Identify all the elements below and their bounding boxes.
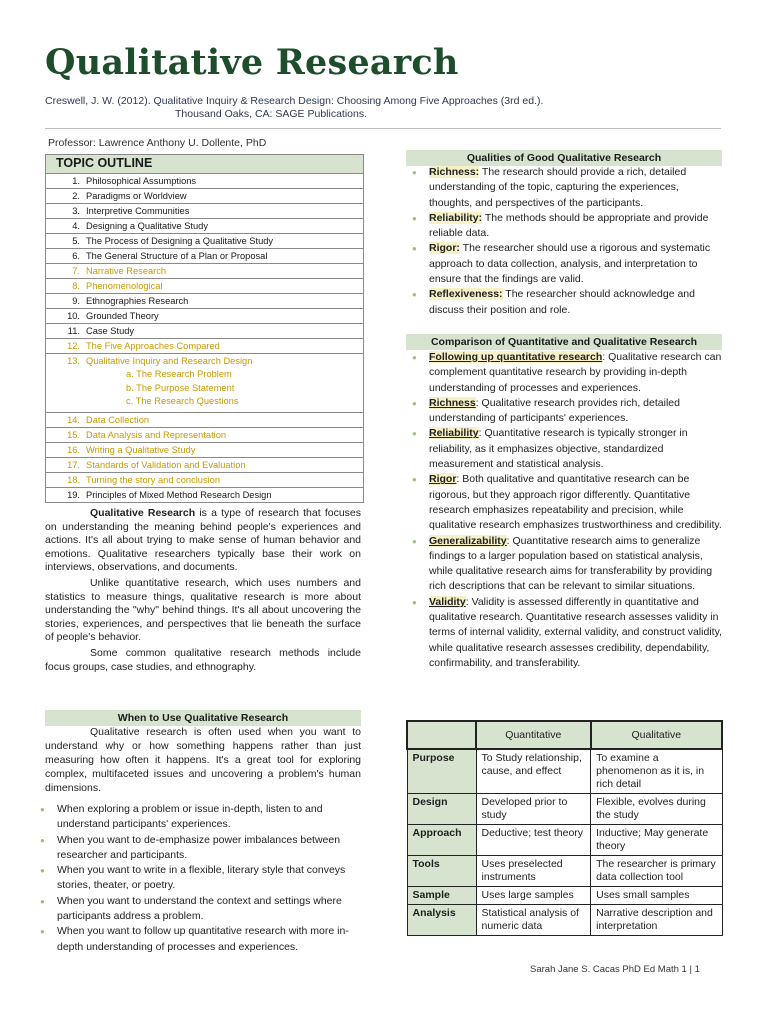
outline-item-text: Turning the story and conclusion bbox=[86, 474, 221, 485]
table-header-quantitative: Quantitative bbox=[476, 721, 591, 749]
outline-item-text: Interpretive Communities bbox=[86, 206, 190, 216]
comparison-term: Validity bbox=[429, 595, 466, 608]
outline-item-number: 5. bbox=[72, 236, 80, 246]
outline-item bbox=[46, 189, 363, 204]
outline-item bbox=[46, 309, 363, 324]
outline-item-text: Data Collection bbox=[86, 414, 150, 425]
outline-item bbox=[46, 354, 363, 368]
comparison-item bbox=[412, 534, 722, 595]
when-intro-paragraph: Qualitative research is often used when you want to understand why or how something happens rather than just measuring how often it happens. It's a great tool for exploring complex, multifaceted issues and uncovering a problem's human dimensions. bbox=[45, 726, 361, 794]
outline-item bbox=[46, 174, 363, 189]
comparison-term: Generalizability bbox=[429, 534, 507, 547]
table-row bbox=[407, 825, 722, 856]
qualities-heading: Qualities of Good Qualitative Research bbox=[406, 150, 722, 166]
intro-paragraph-2: Unlike quantitative research, which uses numbers and statistics to measure things, qualitative research is more about understanding the "why" behind things. It's all about uncovering the stories, experiences, and perspectives that lie beneath the surface of people's behavior. bbox=[45, 576, 361, 644]
outline-item-number: 9. bbox=[72, 296, 80, 306]
outline-item-text: Narrative Research bbox=[86, 266, 167, 276]
outline-item bbox=[46, 339, 363, 354]
quality-text: The methods should be appropriate and provide reliable data. bbox=[429, 211, 709, 240]
outline-subitem: a. The Research Problem bbox=[126, 369, 232, 379]
table-cell-quantitative: Developed prior to study bbox=[476, 794, 591, 825]
comparison-item bbox=[412, 350, 722, 396]
table-cell-qualitative: Inductive; May generate theory bbox=[591, 825, 722, 856]
outline-item bbox=[46, 234, 363, 249]
outline-item-text: Paradigms or Worldview bbox=[86, 191, 187, 201]
table-row-label: Tools bbox=[407, 856, 476, 887]
outline-item-number: 15. bbox=[67, 429, 80, 440]
outline-item-text: Philosophical Assumptions bbox=[86, 176, 197, 186]
comparison-text: : Qualitative research can complement quantitative research by providing in-depth understanding of processes and experiences. bbox=[429, 351, 722, 394]
table-row-label: Design bbox=[407, 794, 476, 825]
quality-term: Richness: bbox=[429, 166, 480, 178]
quality-item bbox=[412, 165, 722, 211]
outline-item bbox=[46, 443, 363, 458]
table-row bbox=[407, 905, 722, 936]
outline-subitem: c. The Research Questions bbox=[126, 396, 239, 406]
outline-item bbox=[46, 204, 363, 219]
outline-item-number: 1. bbox=[72, 176, 80, 186]
quality-term: Reliability: bbox=[429, 211, 483, 224]
table-row bbox=[407, 749, 722, 794]
outline-item-number: 14. bbox=[67, 414, 80, 425]
quality-text: The researcher should use a rigorous and systematic approach to data collection, analysis, and interpretation to ensure that the findings are valid. bbox=[429, 242, 711, 286]
outline-item bbox=[46, 324, 363, 339]
outline-item-text: Ethnographies Research bbox=[86, 296, 189, 306]
outline-item-number: 6. bbox=[72, 251, 80, 261]
table-row bbox=[407, 887, 722, 905]
table-cell-quantitative: Uses large samples bbox=[476, 887, 591, 905]
quality-text: The researcher should acknowledge and discuss their position and role. bbox=[429, 288, 695, 316]
outline-item-number: 19. bbox=[67, 489, 80, 500]
table-cell-qualitative: Flexible, evolves during the study bbox=[591, 794, 722, 825]
outline-item-text: The General Structure of a Plan or Proposal bbox=[86, 251, 268, 261]
header-divider bbox=[45, 128, 721, 129]
table-row-label: Purpose bbox=[407, 749, 476, 794]
outline-item-number: 17. bbox=[67, 459, 80, 470]
qualities-list bbox=[412, 165, 722, 318]
when-heading: When to Use Qualitative Research bbox=[45, 710, 361, 726]
outline-subitem: b. The Purpose Statement bbox=[126, 382, 235, 393]
comparison-term: Richness bbox=[429, 396, 476, 409]
comparison-item bbox=[412, 426, 722, 472]
comparison-item bbox=[412, 595, 722, 671]
outline-item-group bbox=[46, 354, 363, 413]
outline-item bbox=[46, 264, 363, 279]
outline-item-text: Designing a Qualitative Study bbox=[86, 221, 208, 231]
when-bullet: ● When you want to understand the context and settings where participants address a problem. bbox=[40, 894, 370, 925]
outline-item-text: Case Study bbox=[86, 326, 135, 336]
outline-item-number: 2. bbox=[72, 191, 80, 201]
outline-item-text: Data Analysis and Representation bbox=[86, 429, 227, 440]
outline-item-number: 10. bbox=[67, 311, 80, 321]
intro-term: Qualitative Research bbox=[90, 507, 196, 519]
outline-item bbox=[46, 413, 363, 428]
table-row bbox=[407, 856, 722, 887]
table-cell-qualitative: To examine a phenomenon as it is, in rich detail bbox=[591, 749, 722, 794]
comparison-term: Rigor bbox=[429, 473, 457, 486]
outline-item-text: Qualitative Inquiry and Research Design bbox=[86, 356, 253, 366]
topic-outline bbox=[45, 154, 364, 503]
comparison-heading: Comparison of Quantitative and Qualitative Research bbox=[406, 334, 722, 350]
outline-item-number: 3. bbox=[72, 206, 80, 216]
outline-item-text: Phenomenological bbox=[86, 281, 163, 291]
table-header-row bbox=[407, 721, 722, 749]
table-row-label: Approach bbox=[407, 825, 476, 856]
intro-paragraph-1-text: is a type of research that focuses on understanding the meaning behind people's experiences and actions. It's all about trying to make sense of human behavior and emotions. Qualitative researchers typically base their work on interviews, observations, and documents. bbox=[45, 507, 361, 574]
outline-item-number: 4. bbox=[72, 221, 80, 231]
quality-term: Reflexiveness: bbox=[429, 288, 503, 301]
outline-item-number: 7. bbox=[72, 266, 80, 276]
comparison-text: : Both qualitative and quantitative research can be rigorous, but they approach rigor differently. Quantitative research emphasizes repeatability and precision, while qualitative research emphasizes trustworthiness and credibility. bbox=[429, 473, 722, 532]
table-row-label: Sample bbox=[407, 887, 476, 905]
table-header-qualitative: Qualitative bbox=[591, 721, 722, 749]
quality-item bbox=[412, 211, 722, 242]
outline-item-text: The Five Approaches Compared bbox=[86, 341, 220, 351]
table-cell-qualitative: Uses small samples bbox=[591, 887, 722, 905]
outline-item bbox=[46, 488, 363, 502]
page-title: Qualitative Research bbox=[45, 42, 459, 83]
when-intro bbox=[45, 725, 361, 795]
topic-outline-heading: TOPIC OUTLINE bbox=[46, 155, 363, 174]
table-cell-quantitative: To Study relationship, cause, and effect bbox=[476, 749, 591, 794]
outline-item-text: Writing a Qualitative Study bbox=[86, 444, 196, 455]
outline-item bbox=[46, 294, 363, 309]
outline-item bbox=[46, 428, 363, 443]
table-cell-qualitative: The researcher is primary data collection tool bbox=[591, 856, 722, 887]
outline-item bbox=[46, 249, 363, 264]
outline-item-number: 16. bbox=[67, 444, 80, 455]
outline-item bbox=[46, 473, 363, 488]
outline-item-text: Standards of Validation and Evaluation bbox=[86, 459, 246, 470]
comparison-text: : Qualitative research provides rich, detailed understanding of participants' experiences. bbox=[429, 396, 680, 425]
outline-item-number: 13. bbox=[67, 356, 80, 366]
page-footer: Sarah Jane S. Cacas PhD Ed Math 1 | 1 bbox=[530, 964, 700, 975]
outline-item-number: 11. bbox=[67, 326, 80, 336]
outline-item bbox=[46, 279, 363, 294]
outline-item bbox=[46, 458, 363, 473]
comparison-list bbox=[412, 350, 722, 671]
outline-item-number: 18. bbox=[67, 474, 80, 485]
comparison-term: Reliability bbox=[429, 427, 479, 440]
citation-line-2: Thousand Oaks, CA: SAGE Publications. bbox=[175, 108, 368, 120]
when-bullet: ● When you want to follow up quantitative research with more in-depth understanding of processes and experiences. bbox=[40, 924, 370, 955]
outline-item-text: The Process of Designing a Qualitative Study bbox=[86, 236, 274, 246]
quality-item bbox=[412, 287, 722, 318]
table-cell-quantitative: Uses preselected instruments bbox=[476, 856, 591, 887]
citation bbox=[45, 95, 543, 121]
quality-term: Rigor: bbox=[429, 242, 460, 255]
table-cell-quantitative: Statistical analysis of numeric data bbox=[476, 905, 591, 936]
outline-item-text: Principles of Mixed Method Research Design bbox=[86, 489, 272, 500]
comparison-item bbox=[412, 396, 722, 427]
comparison-text: : Validity is assessed differently in quantitative and qualitative research. Quantitative research assesses validity in terms of internal validity, external validity, and construct validity, while qualitative research assesses credibility, dependability, confirmability, and transferability. bbox=[429, 595, 722, 669]
when-bullet: ● When exploring a problem or issue in-depth, listen to and understand participants' experiences. bbox=[40, 802, 370, 833]
professor-name: Professor: Lawrence Anthony U. Dollente, PhD bbox=[48, 137, 267, 149]
outline-item bbox=[46, 219, 363, 234]
outline-item-number: 12. bbox=[67, 341, 80, 351]
when-bullet-list bbox=[40, 802, 370, 955]
table-row-label: Analysis bbox=[407, 905, 476, 936]
when-bullet: ● When you want to write in a flexible, literary style that conveys stories, theater, or poetry. bbox=[40, 863, 370, 894]
intro-text bbox=[45, 507, 361, 676]
table-row bbox=[407, 794, 722, 825]
table-cell-quantitative: Deductive; test theory bbox=[476, 825, 591, 856]
intro-paragraph-1 bbox=[45, 507, 361, 575]
comparison-text: : Quantitative research is typically stronger in reliability, as it emphasizes objective, standardized measurement and statistical analysis. bbox=[429, 427, 688, 471]
comparison-item bbox=[412, 472, 722, 533]
comparison-table bbox=[406, 720, 723, 936]
when-bullet: ● When you want to de-emphasize power imbalances between researcher and participants. bbox=[40, 833, 370, 864]
table-header-blank bbox=[407, 721, 476, 749]
comparison-term: Following up quantitative research bbox=[429, 351, 603, 363]
table-cell-qualitative: Narrative description and interpretation bbox=[591, 905, 722, 936]
quality-text: The research should provide a rich, detailed understanding of the topic, capturing the experiences, thoughts, and perspectives of the participants. bbox=[429, 166, 687, 209]
outline-item-text: Grounded Theory bbox=[86, 311, 159, 321]
citation-line-1: Creswell, J. W. (2012). Qualitative Inquiry & Research Design: Choosing Among Five Approaches (3rd ed.). bbox=[45, 95, 544, 107]
comparison-text: : Quantitative research aims to generalize findings to a larger population based on statistical analysis, while qualitative research aims for transferability by providing rich descriptions that can be relevant to similar situations. bbox=[429, 534, 713, 593]
intro-paragraph-3: Some common qualitative research methods include focus groups, case studies, and ethnography. bbox=[45, 646, 361, 673]
quality-item bbox=[412, 241, 722, 287]
outline-item-number: 8. bbox=[72, 281, 80, 291]
